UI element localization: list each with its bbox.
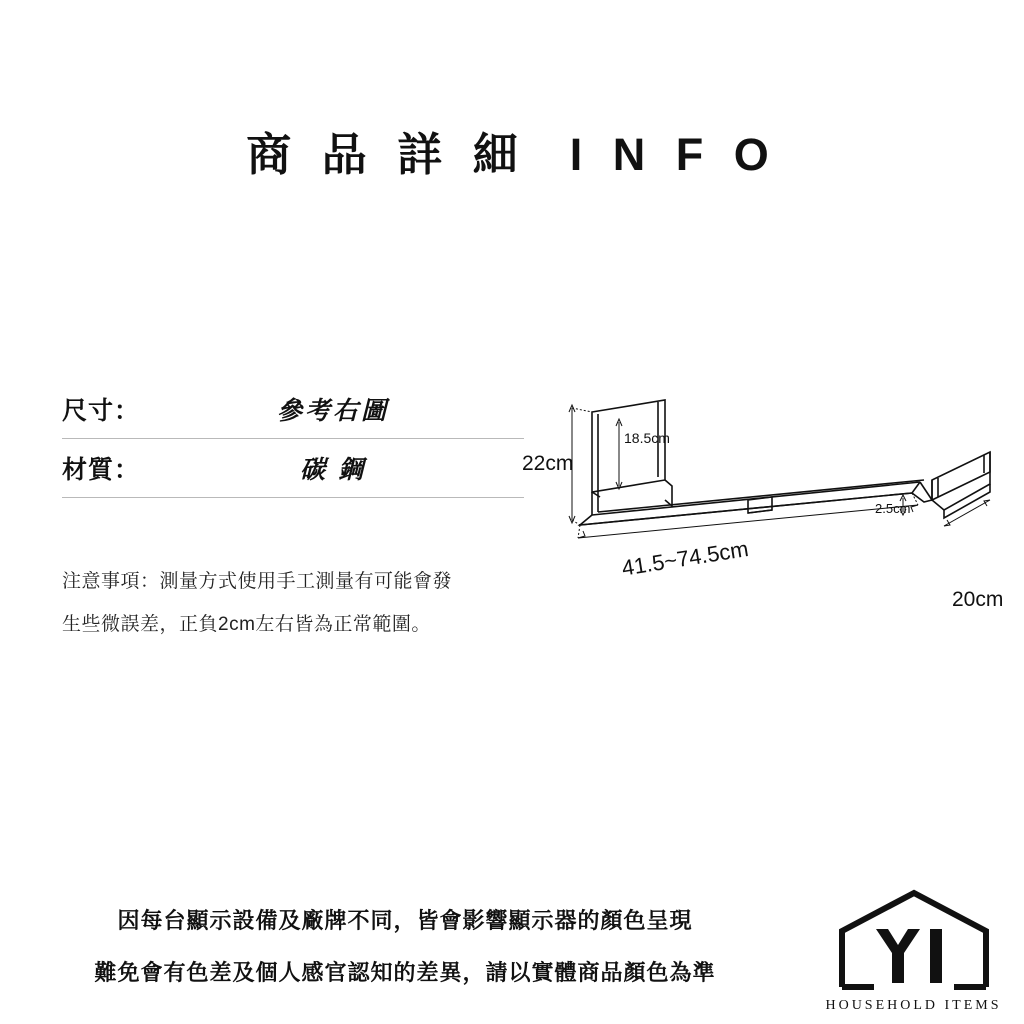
measurement-notice xyxy=(62,560,532,646)
dimension-thickness: 2.5cm xyxy=(875,501,911,516)
table-row xyxy=(62,380,524,439)
spec-label-size: 尺寸： xyxy=(62,397,141,425)
brand-logo xyxy=(821,887,1006,1014)
spec-value-material: 碳 鋼 xyxy=(300,456,366,484)
spec-value-size: 參考右圖 xyxy=(276,397,389,425)
page-title: 商 品 詳 細 I N F O xyxy=(246,129,778,180)
disclaimer-line-1: 因每台顯示設備及廠牌不同，皆會影響顯示器的顏色呈現 xyxy=(117,908,693,933)
dimension-length-range: 41.5~74.5cm xyxy=(620,536,751,581)
shelf-rack-drawing xyxy=(520,360,1020,650)
table-row xyxy=(62,439,524,498)
logo-tagline: HOUSEHOLD ITEMS xyxy=(825,998,1002,1013)
dimension-height-inner: 18.5cm xyxy=(624,430,670,446)
dimension-height-total: 22cm xyxy=(522,452,574,475)
house-logo-icon xyxy=(834,887,994,992)
disclaimer-line-2: 難免會有色差及個人感官認知的差異，請以實體商品顏色為準 xyxy=(94,960,716,985)
notice-line-2: 生些微誤差，正負2cm左右皆為正常範圍。 xyxy=(62,614,431,635)
notice-line-1: 注意事項：測量方式使用手工測量有可能會發 xyxy=(62,571,453,592)
color-disclaimer xyxy=(0,895,810,999)
dimension-depth: 20cm xyxy=(952,588,1004,611)
spec-table xyxy=(62,380,524,498)
spec-label-material: 材質： xyxy=(62,456,141,484)
product-dimension-diagram xyxy=(520,360,1020,650)
